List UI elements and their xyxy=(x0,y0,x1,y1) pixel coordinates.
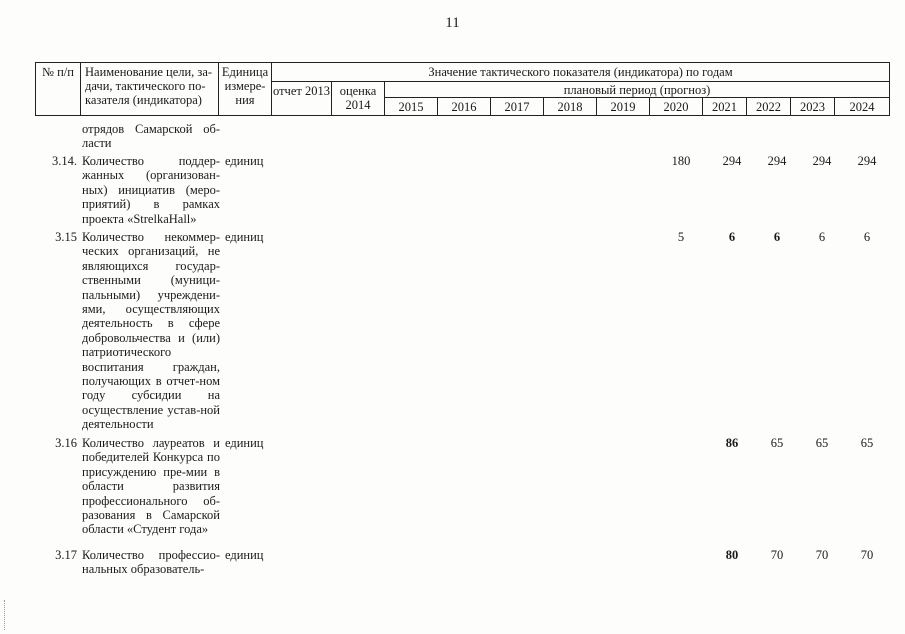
row-number: 3.17 xyxy=(55,548,77,562)
unit-cell: единиц xyxy=(225,154,264,168)
value-2023: 70 xyxy=(815,548,829,562)
value-2021: 6 xyxy=(728,230,736,244)
value-2021: 294 xyxy=(722,154,742,168)
table-body xyxy=(35,120,889,582)
header-year: 2022 xyxy=(747,98,791,116)
header-year: 2024 xyxy=(835,98,890,116)
indicator-name: Количество лауреатов и победителей Конкурса по присуждению пре-мии в области развития профессионального об-разования в Самарской области «Студент года» xyxy=(82,436,220,537)
scan-margin-mark xyxy=(4,600,9,630)
header-year: 2018 xyxy=(544,98,597,116)
value-2024: 65 xyxy=(860,436,874,450)
header-year: 2017 xyxy=(491,98,544,116)
value-2020: 5 xyxy=(677,230,685,244)
header-unit: Единица измере-ния xyxy=(219,63,272,116)
value-2024: 6 xyxy=(863,230,871,244)
value-2024: 70 xyxy=(860,548,874,562)
unit-cell: единиц xyxy=(225,230,264,244)
value-2023: 294 xyxy=(812,154,832,168)
header-year: 2020 xyxy=(650,98,703,116)
table-header xyxy=(35,62,890,116)
indicator-name: Количество поддер-жанных (организован-ных) инициатив (меро-приятий) в рамках проекта «StrelkaHall» xyxy=(82,154,220,226)
table-row xyxy=(35,154,889,230)
header-year: 2019 xyxy=(597,98,650,116)
value-2024: 294 xyxy=(857,154,877,168)
indicator-name: отрядов Самарской об-ласти xyxy=(82,122,220,151)
header-num: № п/п xyxy=(36,63,81,116)
header-year: 2021 xyxy=(703,98,747,116)
header-estimate: оценка 2014 xyxy=(332,82,385,116)
header-group: Значение тактического показателя (индикатора) по годам xyxy=(272,63,890,82)
header-year: 2015 xyxy=(385,98,438,116)
row-number: 3.14. xyxy=(52,154,77,168)
table-row xyxy=(35,436,889,548)
unit-cell: единиц xyxy=(225,436,264,450)
value-2022: 65 xyxy=(770,436,784,450)
value-2022: 70 xyxy=(770,548,784,562)
table-row xyxy=(35,120,889,154)
header-report: отчет 2013 xyxy=(272,82,332,116)
value-2021: 86 xyxy=(725,436,739,450)
indicator-name: Количество профессио-нальных образователь- xyxy=(82,548,220,577)
header-year: 2023 xyxy=(791,98,835,116)
indicator-name: Количество некоммер-ческих организаций, не являющихся государ-ственными (муници-пальными) учреждени-ями, осуществляющих деятельность в сфере добровольчества и (или) патриотического воспитания граждан, получающих в отчет-ном году субсидии на осуществление устав-ной деятельности xyxy=(82,230,220,432)
header-plan: плановый период (прогноз) xyxy=(385,82,890,98)
value-2023: 65 xyxy=(815,436,829,450)
value-2020: 180 xyxy=(671,154,691,168)
unit-cell: единиц xyxy=(225,548,264,562)
table-row xyxy=(35,230,889,436)
header-name: Наименование цели, за-дачи, тактического по-казателя (индикатора) xyxy=(81,63,219,116)
table-row xyxy=(35,548,889,582)
header-year: 2016 xyxy=(438,98,491,116)
value-2022: 294 xyxy=(767,154,787,168)
value-2022: 6 xyxy=(773,230,781,244)
page-number: 11 xyxy=(445,15,460,31)
row-number: 3.16 xyxy=(55,436,77,450)
value-2021: 80 xyxy=(725,548,739,562)
row-number: 3.15 xyxy=(55,230,77,244)
value-2023: 6 xyxy=(818,230,826,244)
